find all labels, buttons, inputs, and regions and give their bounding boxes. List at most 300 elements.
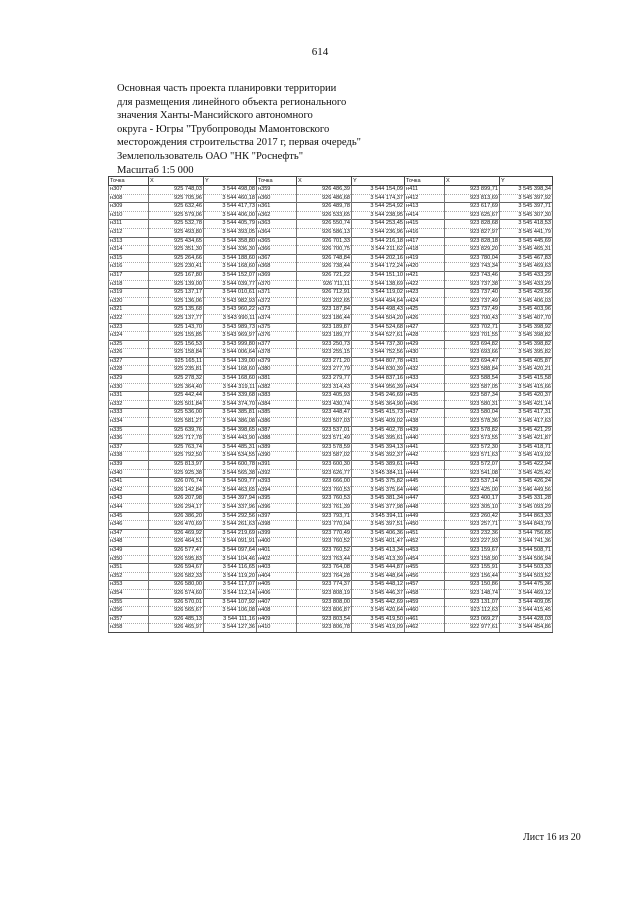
sheet-label: Лист 16 из 20 xyxy=(523,832,581,843)
table-cell: 926 701,33 xyxy=(297,237,352,246)
table-cell: 925 230,41 xyxy=(149,263,204,272)
table-row xyxy=(109,581,553,590)
table-cell: н380 xyxy=(257,366,297,375)
table-cell: н443 xyxy=(405,461,445,470)
table-cell: 3 544 168,60 xyxy=(204,375,257,384)
table-row xyxy=(109,366,553,375)
table-cell: 923 587,05 xyxy=(445,383,500,392)
table-cell: 926 721,22 xyxy=(297,271,352,280)
table-cell: 3 544 117,07 xyxy=(204,581,257,590)
table-cell: н445 xyxy=(405,478,445,487)
table-cell: 923 227,93 xyxy=(445,538,500,547)
table-cell: 926 577,47 xyxy=(149,546,204,555)
table-cell: 3 545 422,94 xyxy=(500,461,553,470)
table-row xyxy=(109,546,553,555)
table-cell: 3 544 119,02 xyxy=(352,289,405,298)
table-cell: н328 xyxy=(109,366,149,375)
table-cell: н415 xyxy=(405,220,445,229)
table-cell: 3 544 292,56 xyxy=(204,512,257,521)
table-cell: н357 xyxy=(109,615,149,624)
table-cell: н358 xyxy=(109,624,149,633)
table-cell: 923 537,14 xyxy=(445,478,500,487)
table-cell: н441 xyxy=(405,443,445,452)
table-cell: 3 544 188,60 xyxy=(204,254,257,263)
table-cell: н373 xyxy=(257,306,297,315)
table-cell: н311 xyxy=(109,220,149,229)
table-cell: 926 294,17 xyxy=(149,503,204,512)
table-cell: н379 xyxy=(257,357,297,366)
table-cell: н406 xyxy=(257,589,297,598)
table-cell: 923 737,40 xyxy=(445,289,500,298)
table-row xyxy=(109,280,553,289)
table-cell: н410 xyxy=(257,624,297,633)
table-cell: 3 545 395,61 xyxy=(352,435,405,444)
table-cell: 3 544 104,46 xyxy=(204,555,257,564)
table-cell: н427 xyxy=(405,323,445,332)
table-cell: 3 544 106,08 xyxy=(204,607,257,616)
table-cell: н324 xyxy=(109,332,149,341)
table-cell: 923 760,53 xyxy=(297,495,352,504)
table-cell: 3 544 219,69 xyxy=(204,529,257,538)
table-cell: н414 xyxy=(405,211,445,220)
table-row xyxy=(109,443,553,452)
table-cell: н416 xyxy=(405,228,445,237)
table-cell: 926 489,78 xyxy=(297,203,352,212)
table-cell: 925 579,06 xyxy=(149,211,204,220)
table-cell: 923 694,82 xyxy=(445,340,500,349)
table-cell: 923 572,07 xyxy=(445,461,500,470)
table-cell: 923 578,82 xyxy=(445,426,500,435)
table-cell: н436 xyxy=(405,400,445,409)
table-cell: н316 xyxy=(109,263,149,272)
heading-line: для размещения линейного объекта регионального xyxy=(117,96,347,108)
table-cell: 925 143,70 xyxy=(149,323,204,332)
table-cell: н433 xyxy=(405,375,445,384)
table-cell: 926 594,67 xyxy=(149,564,204,573)
table-cell: 925 501,84 xyxy=(149,400,204,409)
table-cell: 923 430,74 xyxy=(297,400,352,409)
table-cell: н453 xyxy=(405,546,445,555)
table-cell: н430 xyxy=(405,349,445,358)
table-cell: 3 544 956,39 xyxy=(352,383,405,392)
table-cell: 926 580,00 xyxy=(149,581,204,590)
table-cell: н452 xyxy=(405,538,445,547)
table-cell: 923 625,67 xyxy=(445,211,500,220)
table-cell: 923 158,90 xyxy=(445,555,500,564)
table-cell: 923 600,30 xyxy=(297,461,352,470)
table-cell: 3 545 402,78 xyxy=(352,426,405,435)
table-cell: н442 xyxy=(405,452,445,461)
table-cell: 923 400,17 xyxy=(445,495,500,504)
table-cell: 3 544 174,37 xyxy=(352,194,405,203)
table-cell: 3 545 375,64 xyxy=(352,486,405,495)
table-cell: 923 737,49 xyxy=(445,306,500,315)
table-row xyxy=(109,375,553,384)
table-cell: н409 xyxy=(257,615,297,624)
table-cell: 3 545 093,29 xyxy=(500,503,553,512)
table-cell: 923 131,07 xyxy=(445,598,500,607)
table-cell: н451 xyxy=(405,529,445,538)
table-cell: 3 544 112,14 xyxy=(204,589,257,598)
table-cell: 3 545 415,58 xyxy=(500,375,553,384)
table-cell: 925 351,30 xyxy=(149,246,204,255)
table-cell: н362 xyxy=(257,211,297,220)
table-cell: 3 544 503,33 xyxy=(500,564,553,573)
table-cell: н360 xyxy=(257,194,297,203)
table-cell: н326 xyxy=(109,349,149,358)
table-cell: 3 545 389,61 xyxy=(352,461,405,470)
table-cell: 925 156,53 xyxy=(149,340,204,349)
table-cell: 3 545 421,29 xyxy=(500,426,553,435)
table-cell: 3 544 374,70 xyxy=(204,400,257,409)
table-cell: 923 186,44 xyxy=(297,314,352,323)
table-cell: 923 189,87 xyxy=(297,323,352,332)
table-cell: 3 544 337,96 xyxy=(204,503,257,512)
table-cell: 923 813,69 xyxy=(445,194,500,203)
table-cell: 925 235,81 xyxy=(149,366,204,375)
table-cell: 3 545 433,29 xyxy=(500,280,553,289)
table-cell: 926 700,75 xyxy=(297,246,352,255)
table-cell: н337 xyxy=(109,443,149,452)
table-cell: 3 544 398,65 xyxy=(204,426,257,435)
table-cell: н368 xyxy=(257,263,297,272)
table-cell: 3 544 138,69 xyxy=(352,280,405,289)
column-header: Y xyxy=(352,177,405,186)
table-cell: н309 xyxy=(109,203,149,212)
table-row xyxy=(109,228,553,237)
table-cell: 925 581,27 xyxy=(149,418,204,427)
table-cell: 926 142,84 xyxy=(149,486,204,495)
heading-line: значения Ханты-Мансийского автономного xyxy=(117,110,313,122)
table-cell: 926 469,92 xyxy=(149,529,204,538)
table-row xyxy=(109,529,553,538)
table-cell: 3 544 428,03 xyxy=(500,615,553,624)
table-cell: н455 xyxy=(405,564,445,573)
table-cell: 3 544 154,09 xyxy=(352,186,405,195)
table-row xyxy=(109,383,553,392)
table-row xyxy=(109,607,553,616)
table-cell: 3 544 752,56 xyxy=(352,349,405,358)
table-cell: 925 639,76 xyxy=(149,426,204,435)
table-row xyxy=(109,435,553,444)
table-cell: н347 xyxy=(109,529,149,538)
table-cell: 3 544 756,65 xyxy=(500,529,553,538)
table-cell: 923 580,04 xyxy=(445,409,500,418)
table-cell: н457 xyxy=(405,581,445,590)
table-row xyxy=(109,495,553,504)
table-row xyxy=(109,340,553,349)
table-cell: н359 xyxy=(257,186,297,195)
table-cell: н343 xyxy=(109,495,149,504)
table-cell: 925 167,80 xyxy=(149,271,204,280)
table-row xyxy=(109,254,553,263)
document-heading xyxy=(117,82,417,177)
table-cell: 925 278,32 xyxy=(149,375,204,384)
table-cell: 3 544 261,63 xyxy=(204,521,257,530)
table-row xyxy=(109,478,553,487)
table-cell: 923 578,36 xyxy=(445,418,500,427)
table-cell: 923 279,77 xyxy=(297,375,352,384)
table-cell: н440 xyxy=(405,435,445,444)
table-cell: 3 545 469,63 xyxy=(500,263,553,272)
table-cell: 3 544 807,78 xyxy=(352,357,405,366)
table-cell: н333 xyxy=(109,409,149,418)
table-cell: н371 xyxy=(257,289,297,298)
table-cell: 3 544 475,36 xyxy=(500,581,553,590)
table-cell: 3 545 246,69 xyxy=(352,392,405,401)
table-cell: 923 405,93 xyxy=(297,392,352,401)
table-cell: н318 xyxy=(109,280,149,289)
table-cell: 925 264,66 xyxy=(149,254,204,263)
table-cell: 3 543 982,93 xyxy=(204,297,257,306)
table-cell: н342 xyxy=(109,486,149,495)
table-cell: н399 xyxy=(257,529,297,538)
table-cell: 925 364,40 xyxy=(149,383,204,392)
table-cell: 922 977,61 xyxy=(445,624,500,633)
table-cell: 3 545 445,69 xyxy=(500,237,553,246)
table-cell: 3 544 211,62 xyxy=(352,246,405,255)
table-cell: 3 545 441,79 xyxy=(500,228,553,237)
table-row xyxy=(109,289,553,298)
table-cell: н429 xyxy=(405,340,445,349)
table-cell: 3 545 444,87 xyxy=(352,564,405,573)
table-row xyxy=(109,589,553,598)
table-cell: н327 xyxy=(109,357,149,366)
table-cell: 3 544 469,12 xyxy=(500,589,553,598)
column-header: Точка xyxy=(257,177,297,186)
table-cell: 926 738,44 xyxy=(297,263,352,272)
table-cell: н454 xyxy=(405,555,445,564)
table-cell: 925 442,44 xyxy=(149,392,204,401)
table-cell: 3 545 415,66 xyxy=(500,383,553,392)
table-cell: 3 543 989,73 xyxy=(204,323,257,332)
table-cell: н395 xyxy=(257,495,297,504)
table-cell: 3 545 395,82 xyxy=(500,349,553,358)
table-cell: 925 155,85 xyxy=(149,332,204,341)
table-cell: 923 828,68 xyxy=(445,220,500,229)
table-cell: 925 717,78 xyxy=(149,435,204,444)
table-cell: 925 165,11 xyxy=(149,357,204,366)
table-cell: 926 565,67 xyxy=(149,607,204,616)
table-cell: 923 737,38 xyxy=(445,280,500,289)
table-header-row xyxy=(109,177,553,186)
table-row xyxy=(109,263,553,272)
table-row xyxy=(109,306,553,315)
table-cell: 3 545 426,24 xyxy=(500,478,553,487)
table-cell: н425 xyxy=(405,306,445,315)
heading-line: месторождения строительства 2017 г, первая очередь" xyxy=(117,137,361,149)
table-cell: 925 139,00 xyxy=(149,280,204,289)
table-cell: н460 xyxy=(405,607,445,616)
heading-line: округа - Югры "Трубопроводы Мамонтовского xyxy=(117,123,330,135)
table-cell: 3 543 999,80 xyxy=(204,340,257,349)
table-cell: н322 xyxy=(109,314,149,323)
table-cell: 923 764,08 xyxy=(297,564,352,573)
table-cell: 3 545 394,11 xyxy=(352,512,405,521)
table-cell: н340 xyxy=(109,469,149,478)
table-cell: 3 545 429,56 xyxy=(500,289,553,298)
table-cell: 3 544 454,86 xyxy=(500,624,553,633)
column-header: Точка xyxy=(109,177,149,186)
table-cell: 923 305,10 xyxy=(445,503,500,512)
table-cell: н351 xyxy=(109,564,149,573)
table-cell: 3 545 401,47 xyxy=(352,538,405,547)
table-row xyxy=(109,418,553,427)
table-cell: 3 544 253,45 xyxy=(352,220,405,229)
table-cell: 3 545 364,90 xyxy=(352,400,405,409)
page-number: 614 xyxy=(311,46,329,58)
table-cell: н435 xyxy=(405,392,445,401)
table-cell: 3 544 406,00 xyxy=(204,211,257,220)
table-cell: н402 xyxy=(257,555,297,564)
table-cell: 923 666,00 xyxy=(297,478,352,487)
table-cell: 925 434,65 xyxy=(149,237,204,246)
table-cell: н448 xyxy=(405,503,445,512)
table-row xyxy=(109,486,553,495)
table-cell: 923 806,78 xyxy=(297,624,352,633)
table-cell: н422 xyxy=(405,280,445,289)
table-cell: 3 545 421,87 xyxy=(500,435,553,444)
table-cell: 923 899,71 xyxy=(445,186,500,195)
table-cell: 926 595,83 xyxy=(149,555,204,564)
table-cell: 3 545 413,39 xyxy=(352,555,405,564)
table-cell: 3 544 843,79 xyxy=(500,521,553,530)
table-cell: н420 xyxy=(405,263,445,272)
table-cell: 3 544 509,77 xyxy=(204,478,257,487)
table-cell: 3 544 139,00 xyxy=(204,357,257,366)
table-cell: 3 545 420,64 xyxy=(352,607,405,616)
table-cell: н385 xyxy=(257,409,297,418)
table-cell: н341 xyxy=(109,478,149,487)
table-cell: 923 150,86 xyxy=(445,581,500,590)
table-cell: 3 545 418,53 xyxy=(500,220,553,229)
table-cell: н355 xyxy=(109,598,149,607)
table-cell: 925 792,50 xyxy=(149,452,204,461)
table-cell: 923 774,37 xyxy=(297,581,352,590)
table-cell: 3 545 398,92 xyxy=(500,323,553,332)
table-cell: 923 537,01 xyxy=(297,426,352,435)
table-row xyxy=(109,564,553,573)
table-cell: 925 532,78 xyxy=(149,220,204,229)
table-cell: 923 743,34 xyxy=(445,263,500,272)
table-cell: н394 xyxy=(257,486,297,495)
table-body xyxy=(109,186,553,633)
table-row xyxy=(109,349,553,358)
table-cell: н456 xyxy=(405,572,445,581)
table-cell: 923 257,71 xyxy=(445,521,500,530)
table-cell: н320 xyxy=(109,297,149,306)
table-cell: 3 545 405,87 xyxy=(500,357,553,366)
table-cell: н374 xyxy=(257,314,297,323)
table-cell: н408 xyxy=(257,607,297,616)
table-cell: 3 545 465,31 xyxy=(500,246,553,255)
table-cell: 923 425,00 xyxy=(445,486,500,495)
table-cell: н336 xyxy=(109,435,149,444)
table-cell: н387 xyxy=(257,426,297,435)
table-cell: 923 112,63 xyxy=(445,607,500,616)
table-cell: 3 545 406,03 xyxy=(500,297,553,306)
table-cell: н401 xyxy=(257,546,297,555)
column-header: Точка xyxy=(405,177,445,186)
table-cell: 923 250,73 xyxy=(297,340,352,349)
column-header: X xyxy=(297,177,352,186)
table-cell: 3 543 990,11 xyxy=(204,314,257,323)
table-cell: 923 189,77 xyxy=(297,332,352,341)
table-cell: 3 544 415,45 xyxy=(500,607,553,616)
table-cell: 925 158,84 xyxy=(149,349,204,358)
table-cell: 3 544 508,71 xyxy=(500,546,553,555)
table-cell: 3 545 407,70 xyxy=(500,314,553,323)
table-cell: 923 588,54 xyxy=(445,375,500,384)
table-cell: 925 536,00 xyxy=(149,409,204,418)
table-cell: н381 xyxy=(257,375,297,384)
table-row xyxy=(109,203,553,212)
table-cell: 3 544 168,60 xyxy=(204,366,257,375)
table-cell: 926 570,01 xyxy=(149,598,204,607)
table-cell: 923 155,91 xyxy=(445,564,500,573)
table-cell: 3 545 307,30 xyxy=(500,211,553,220)
table-cell: н332 xyxy=(109,400,149,409)
table-cell: 3 544 202,16 xyxy=(352,254,405,263)
table-cell: 923 760,52 xyxy=(297,538,352,547)
table-cell: н349 xyxy=(109,546,149,555)
table-cell: 3 545 381,34 xyxy=(352,495,405,504)
table-cell: 923 617,69 xyxy=(445,203,500,212)
column-header: X xyxy=(445,177,500,186)
column-header: X xyxy=(149,177,204,186)
table-cell: н405 xyxy=(257,581,297,590)
table-cell: 3 544 503,52 xyxy=(500,572,553,581)
table-cell: н407 xyxy=(257,598,297,607)
table-cell: н450 xyxy=(405,521,445,530)
table-cell: 3 544 152,07 xyxy=(204,271,257,280)
table-cell: 3 544 741,36 xyxy=(500,538,553,547)
table-cell: н331 xyxy=(109,392,149,401)
table-cell: н426 xyxy=(405,314,445,323)
table-cell: 3 544 358,80 xyxy=(204,237,257,246)
table-cell: 3 544 830,39 xyxy=(352,366,405,375)
table-cell: 923 770,04 xyxy=(297,521,352,530)
table-row xyxy=(109,357,553,366)
table-cell: 3 545 398,82 xyxy=(500,332,553,341)
table-row xyxy=(109,572,553,581)
table-cell: 923 808,19 xyxy=(297,589,352,598)
table-cell: 3 544 737,30 xyxy=(352,340,405,349)
table-cell: 925 632,46 xyxy=(149,203,204,212)
table-cell: 926 465,97 xyxy=(149,624,204,633)
table-cell: н334 xyxy=(109,418,149,427)
table-cell: 923 571,63 xyxy=(445,452,500,461)
table-cell: н312 xyxy=(109,228,149,237)
table-row xyxy=(109,469,553,478)
table-cell: н323 xyxy=(109,323,149,332)
table-cell: 923 808,00 xyxy=(297,598,352,607)
table-cell: 3 544 443,90 xyxy=(204,435,257,444)
table-cell: н361 xyxy=(257,203,297,212)
table-cell: 923 803,54 xyxy=(297,615,352,624)
table-cell: 923 700,43 xyxy=(445,314,500,323)
table-cell: 3 544 010,61 xyxy=(204,289,257,298)
table-cell: 3 545 425,42 xyxy=(500,469,553,478)
table-cell: 926 550,74 xyxy=(297,220,352,229)
table-cell: 923 202,65 xyxy=(297,297,352,306)
table-cell: 925 763,74 xyxy=(149,443,204,452)
table-cell: 3 544 119,20 xyxy=(204,572,257,581)
table-cell: н439 xyxy=(405,426,445,435)
table-row xyxy=(109,426,553,435)
table-row xyxy=(109,615,553,624)
table-cell: 923 737,49 xyxy=(445,297,500,306)
